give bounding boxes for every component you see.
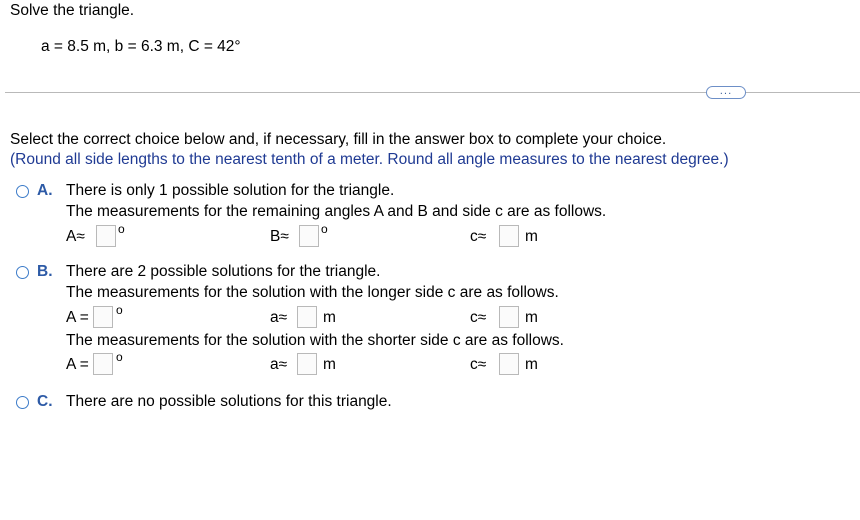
choice-b-shorter-side-a-label: a≈ xyxy=(270,356,288,373)
choice-a-letter: A. xyxy=(37,182,53,199)
choice-b-shorter-angle-a-input[interactable] xyxy=(93,353,113,375)
choice-a-angle-b-input[interactable] xyxy=(299,225,319,247)
choice-b-shorter-side-c-label: c≈ xyxy=(470,356,487,373)
choice-a-subtext: The measurements for the remaining angles A and B and side c are as follows. xyxy=(66,203,607,220)
choice-a-text: There is only 1 possible solution for the triangle. xyxy=(66,182,395,199)
choice-b-shorter-side-c-input[interactable] xyxy=(499,353,519,375)
unit-meters: m xyxy=(323,309,336,326)
degree-symbol: o xyxy=(118,222,125,236)
given-values: a = 8.5 m, b = 6.3 m, C = 42° xyxy=(41,38,241,55)
choice-c-radio[interactable] xyxy=(16,396,29,409)
choice-b-longer-side-a-label: a≈ xyxy=(270,309,288,326)
choice-b-longer-angle-a-label: A = xyxy=(66,309,89,326)
rounding-instruction: (Round all side lengths to the nearest tenth of a meter. Round all angle measures to the nearest degree.) xyxy=(10,151,729,168)
choice-a-side-c-input[interactable] xyxy=(499,225,519,247)
choice-a-angle-a-input[interactable] xyxy=(96,225,116,247)
choice-b-radio[interactable] xyxy=(16,266,29,279)
choice-b-longer-angle-a-input[interactable] xyxy=(93,306,113,328)
problem-prompt: Solve the triangle. xyxy=(10,2,135,19)
choice-c-letter: C. xyxy=(37,393,53,410)
choice-a-side-c-label: c≈ xyxy=(470,228,487,245)
unit-meters: m xyxy=(525,309,538,326)
unit-meters: m xyxy=(323,356,336,373)
choice-a-angle-b-label: B≈ xyxy=(270,228,289,245)
choice-b-letter: B. xyxy=(37,263,53,280)
choice-b-shorter-angle-a-label: A = xyxy=(66,356,89,373)
choice-b-longer-side-c-input[interactable] xyxy=(499,306,519,328)
unit-meters: m xyxy=(525,228,538,245)
choice-b-longer-side-c-label: c≈ xyxy=(470,309,487,326)
choice-c-text: There are no possible solutions for this triangle. xyxy=(66,393,392,410)
choice-b-longer-side-a-input[interactable] xyxy=(297,306,317,328)
degree-symbol: o xyxy=(116,303,123,317)
choice-a-angle-a-label: A≈ xyxy=(66,228,85,245)
instruction-text: Select the correct choice below and, if necessary, fill in the answer box to complete your choice. xyxy=(10,131,667,148)
degree-symbol: o xyxy=(321,222,328,236)
choice-b-text: There are 2 possible solutions for the triangle. xyxy=(66,263,381,280)
degree-symbol: o xyxy=(116,350,123,364)
more-options-button[interactable]: ... xyxy=(706,86,746,99)
choice-a-radio[interactable] xyxy=(16,185,29,198)
unit-meters: m xyxy=(525,356,538,373)
choice-b-shorter-side-a-input[interactable] xyxy=(297,353,317,375)
choice-b-subtext-longer: The measurements for the solution with the longer side c are as follows. xyxy=(66,284,559,301)
choice-b-subtext-shorter: The measurements for the solution with the shorter side c are as follows. xyxy=(66,332,564,349)
